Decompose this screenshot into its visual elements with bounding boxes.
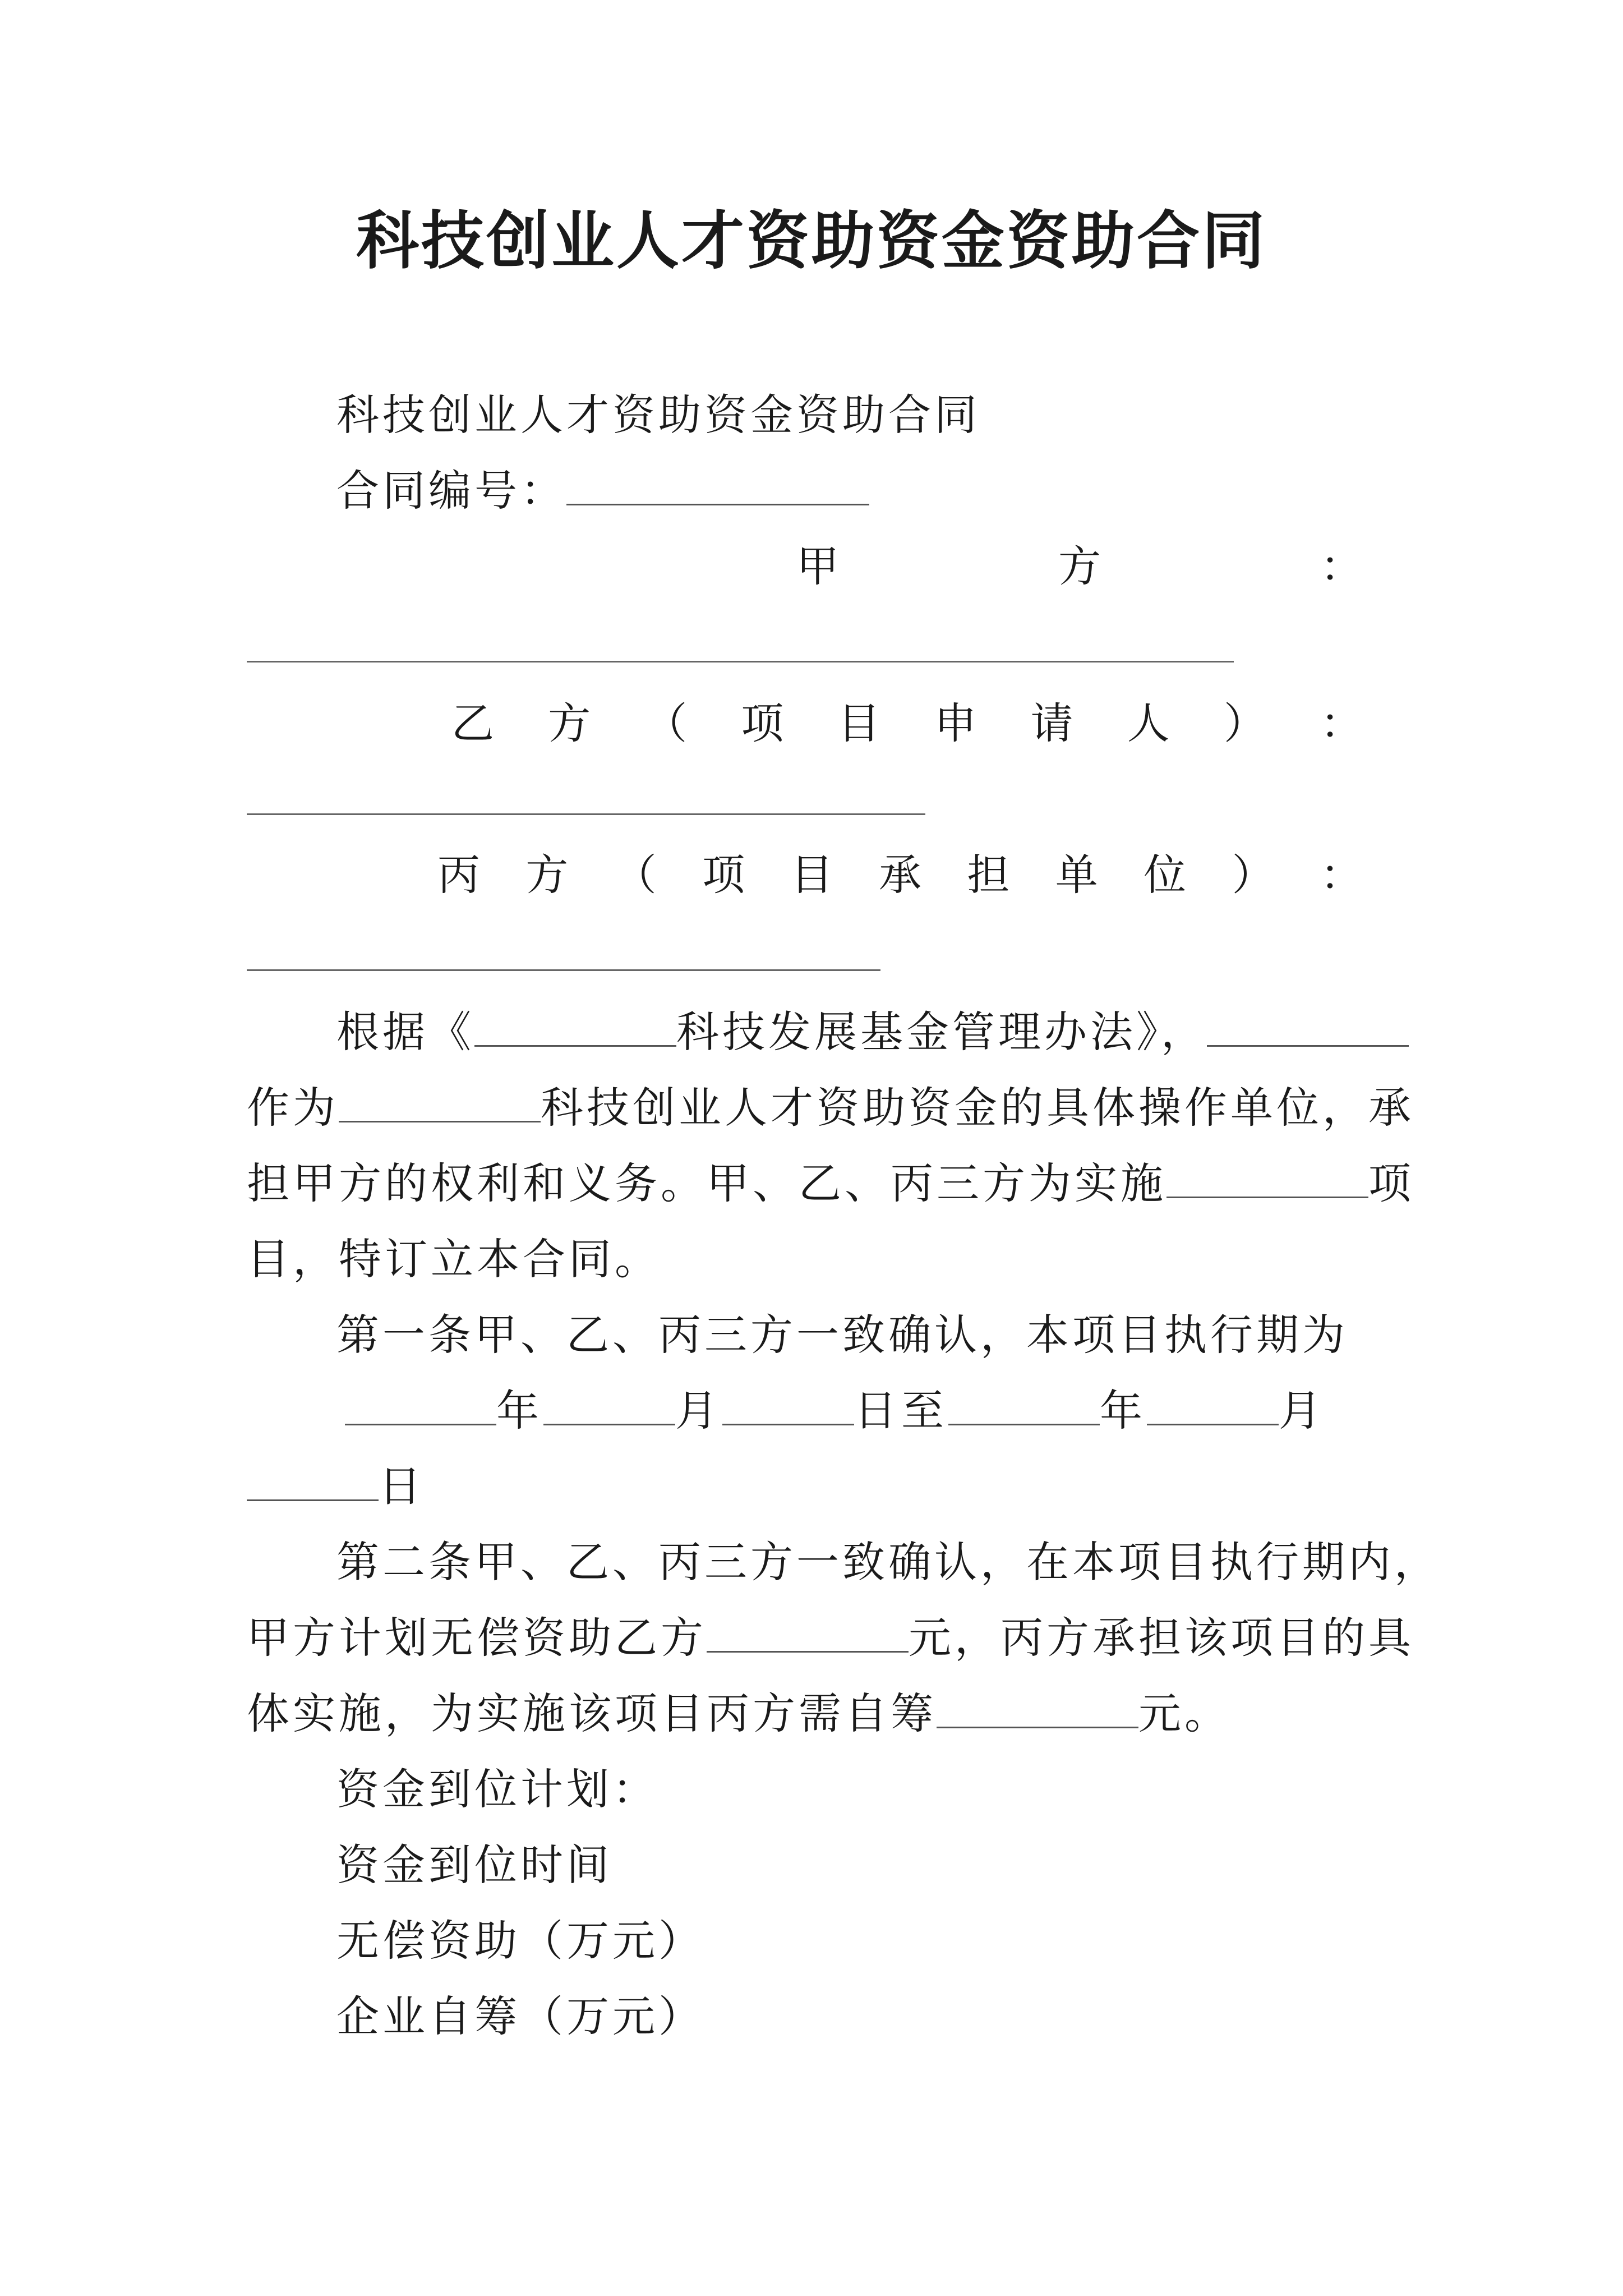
party-b-char: 申 bbox=[934, 698, 977, 748]
contract-number-label: 合同编号： bbox=[336, 466, 566, 516]
article2-line3 bbox=[247, 1686, 1230, 1742]
document-subtitle: 科技创业人才资助资金资助合同 bbox=[336, 390, 980, 440]
funding-plan-label: 资金到位计划： bbox=[336, 1764, 658, 1814]
article2-text: 元。 bbox=[1138, 1688, 1230, 1738]
project-name-blank[interactable] bbox=[1166, 1196, 1368, 1198]
party-c-char: 承 bbox=[878, 850, 921, 900]
party-b-char: ： bbox=[1320, 698, 1363, 748]
date-text: 年 bbox=[1100, 1386, 1147, 1435]
para1-line3 bbox=[247, 1156, 1414, 1212]
party-b-char: 目 bbox=[837, 698, 880, 748]
article2-line1: 第二条甲、乙、丙三方一致确认，在本项目执行期内， bbox=[336, 1537, 1440, 1587]
date-text: 日至 bbox=[854, 1386, 948, 1435]
para1-text: 项 bbox=[1368, 1158, 1414, 1208]
party-c-blank[interactable] bbox=[247, 969, 880, 971]
party-c-char: 单 bbox=[1055, 850, 1098, 900]
para1-text: 科技发展基金管理办法》， bbox=[676, 1007, 1207, 1057]
party-b-char: 人 bbox=[1127, 698, 1170, 748]
article2-line2 bbox=[247, 1610, 1414, 1666]
party-a-char: 甲 bbox=[796, 541, 839, 591]
para1-line2 bbox=[247, 1080, 1414, 1136]
party-b-char: ） bbox=[1223, 698, 1266, 748]
end-day-blank[interactable] bbox=[247, 1499, 379, 1501]
party-b-blank[interactable] bbox=[247, 813, 925, 815]
party-b-line bbox=[451, 696, 1363, 752]
party-b-char: 项 bbox=[741, 698, 784, 748]
operator-blank[interactable] bbox=[1207, 1045, 1409, 1047]
article1-line1: 第一条甲、乙、丙三方一致确认，本项目执行期为 bbox=[336, 1310, 1348, 1360]
party-a-line bbox=[796, 539, 1363, 595]
self-fund-blank[interactable] bbox=[937, 1726, 1138, 1728]
party-a-char: ： bbox=[1320, 541, 1363, 591]
para1-text: 根据《 bbox=[336, 1007, 474, 1057]
para1-text: 作为 bbox=[247, 1083, 339, 1133]
grant-amount-blank[interactable] bbox=[707, 1650, 909, 1653]
article2-text: 甲方计划无偿资助乙方 bbox=[247, 1613, 707, 1663]
party-c-char: ） bbox=[1232, 850, 1275, 900]
party-c-char: ： bbox=[1320, 850, 1363, 900]
start-month-blank[interactable] bbox=[543, 1423, 675, 1425]
party-c-char: 项 bbox=[702, 850, 745, 900]
party-c-char: 位 bbox=[1144, 850, 1187, 900]
party-c-char: 目 bbox=[790, 850, 833, 900]
article1-dates-line bbox=[345, 1383, 1326, 1439]
para1-line1 bbox=[336, 1004, 1409, 1060]
party-a-blank[interactable] bbox=[247, 661, 1234, 662]
date-text: 月 bbox=[675, 1386, 722, 1435]
contract-number-line bbox=[336, 463, 869, 519]
party-c-char: 担 bbox=[967, 850, 1010, 900]
article2-text: 元，丙方承担该项目的具 bbox=[909, 1613, 1414, 1663]
date-text: 月 bbox=[1279, 1386, 1326, 1435]
funding-plan-time: 资金到位时间 bbox=[336, 1840, 612, 1890]
funding-plan-self: 企业自筹（万元） bbox=[336, 1991, 704, 2041]
party-b-char: （ bbox=[644, 698, 688, 748]
party-b-char: 方 bbox=[548, 698, 591, 748]
contract-number-blank[interactable] bbox=[566, 503, 869, 505]
para1-text: 科技创业人才资助资金的具体操作单位，承 bbox=[541, 1083, 1414, 1133]
start-day-blank[interactable] bbox=[722, 1423, 854, 1425]
article1-day-line bbox=[247, 1458, 425, 1515]
para1-text: 担甲方的权利和义务。甲、乙、丙三方为实施 bbox=[247, 1158, 1166, 1208]
operator-blank-2[interactable] bbox=[339, 1120, 541, 1122]
party-c-char: 方 bbox=[525, 850, 569, 900]
party-c-line bbox=[437, 847, 1363, 903]
para1-line4: 目，特订立本合同。 bbox=[247, 1234, 661, 1284]
end-year-blank[interactable] bbox=[948, 1423, 1100, 1425]
party-b-char: 请 bbox=[1030, 698, 1073, 748]
document-title: 科技创业人才资助资金资助合同 bbox=[356, 204, 1267, 278]
party-c-char: 丙 bbox=[437, 850, 480, 900]
party-c-char: （ bbox=[614, 850, 657, 900]
funding-plan-grant: 无偿资助（万元） bbox=[336, 1916, 704, 1966]
date-text: 日 bbox=[379, 1461, 425, 1511]
end-month-blank[interactable] bbox=[1147, 1423, 1279, 1425]
party-a-char: 方 bbox=[1058, 541, 1101, 591]
article2-text: 体实施，为实施该项目丙方需自筹 bbox=[247, 1688, 937, 1738]
fund-name-blank[interactable] bbox=[474, 1045, 676, 1047]
start-year-blank[interactable] bbox=[345, 1423, 496, 1425]
party-b-char: 乙 bbox=[451, 698, 494, 748]
date-text: 年 bbox=[496, 1386, 543, 1435]
